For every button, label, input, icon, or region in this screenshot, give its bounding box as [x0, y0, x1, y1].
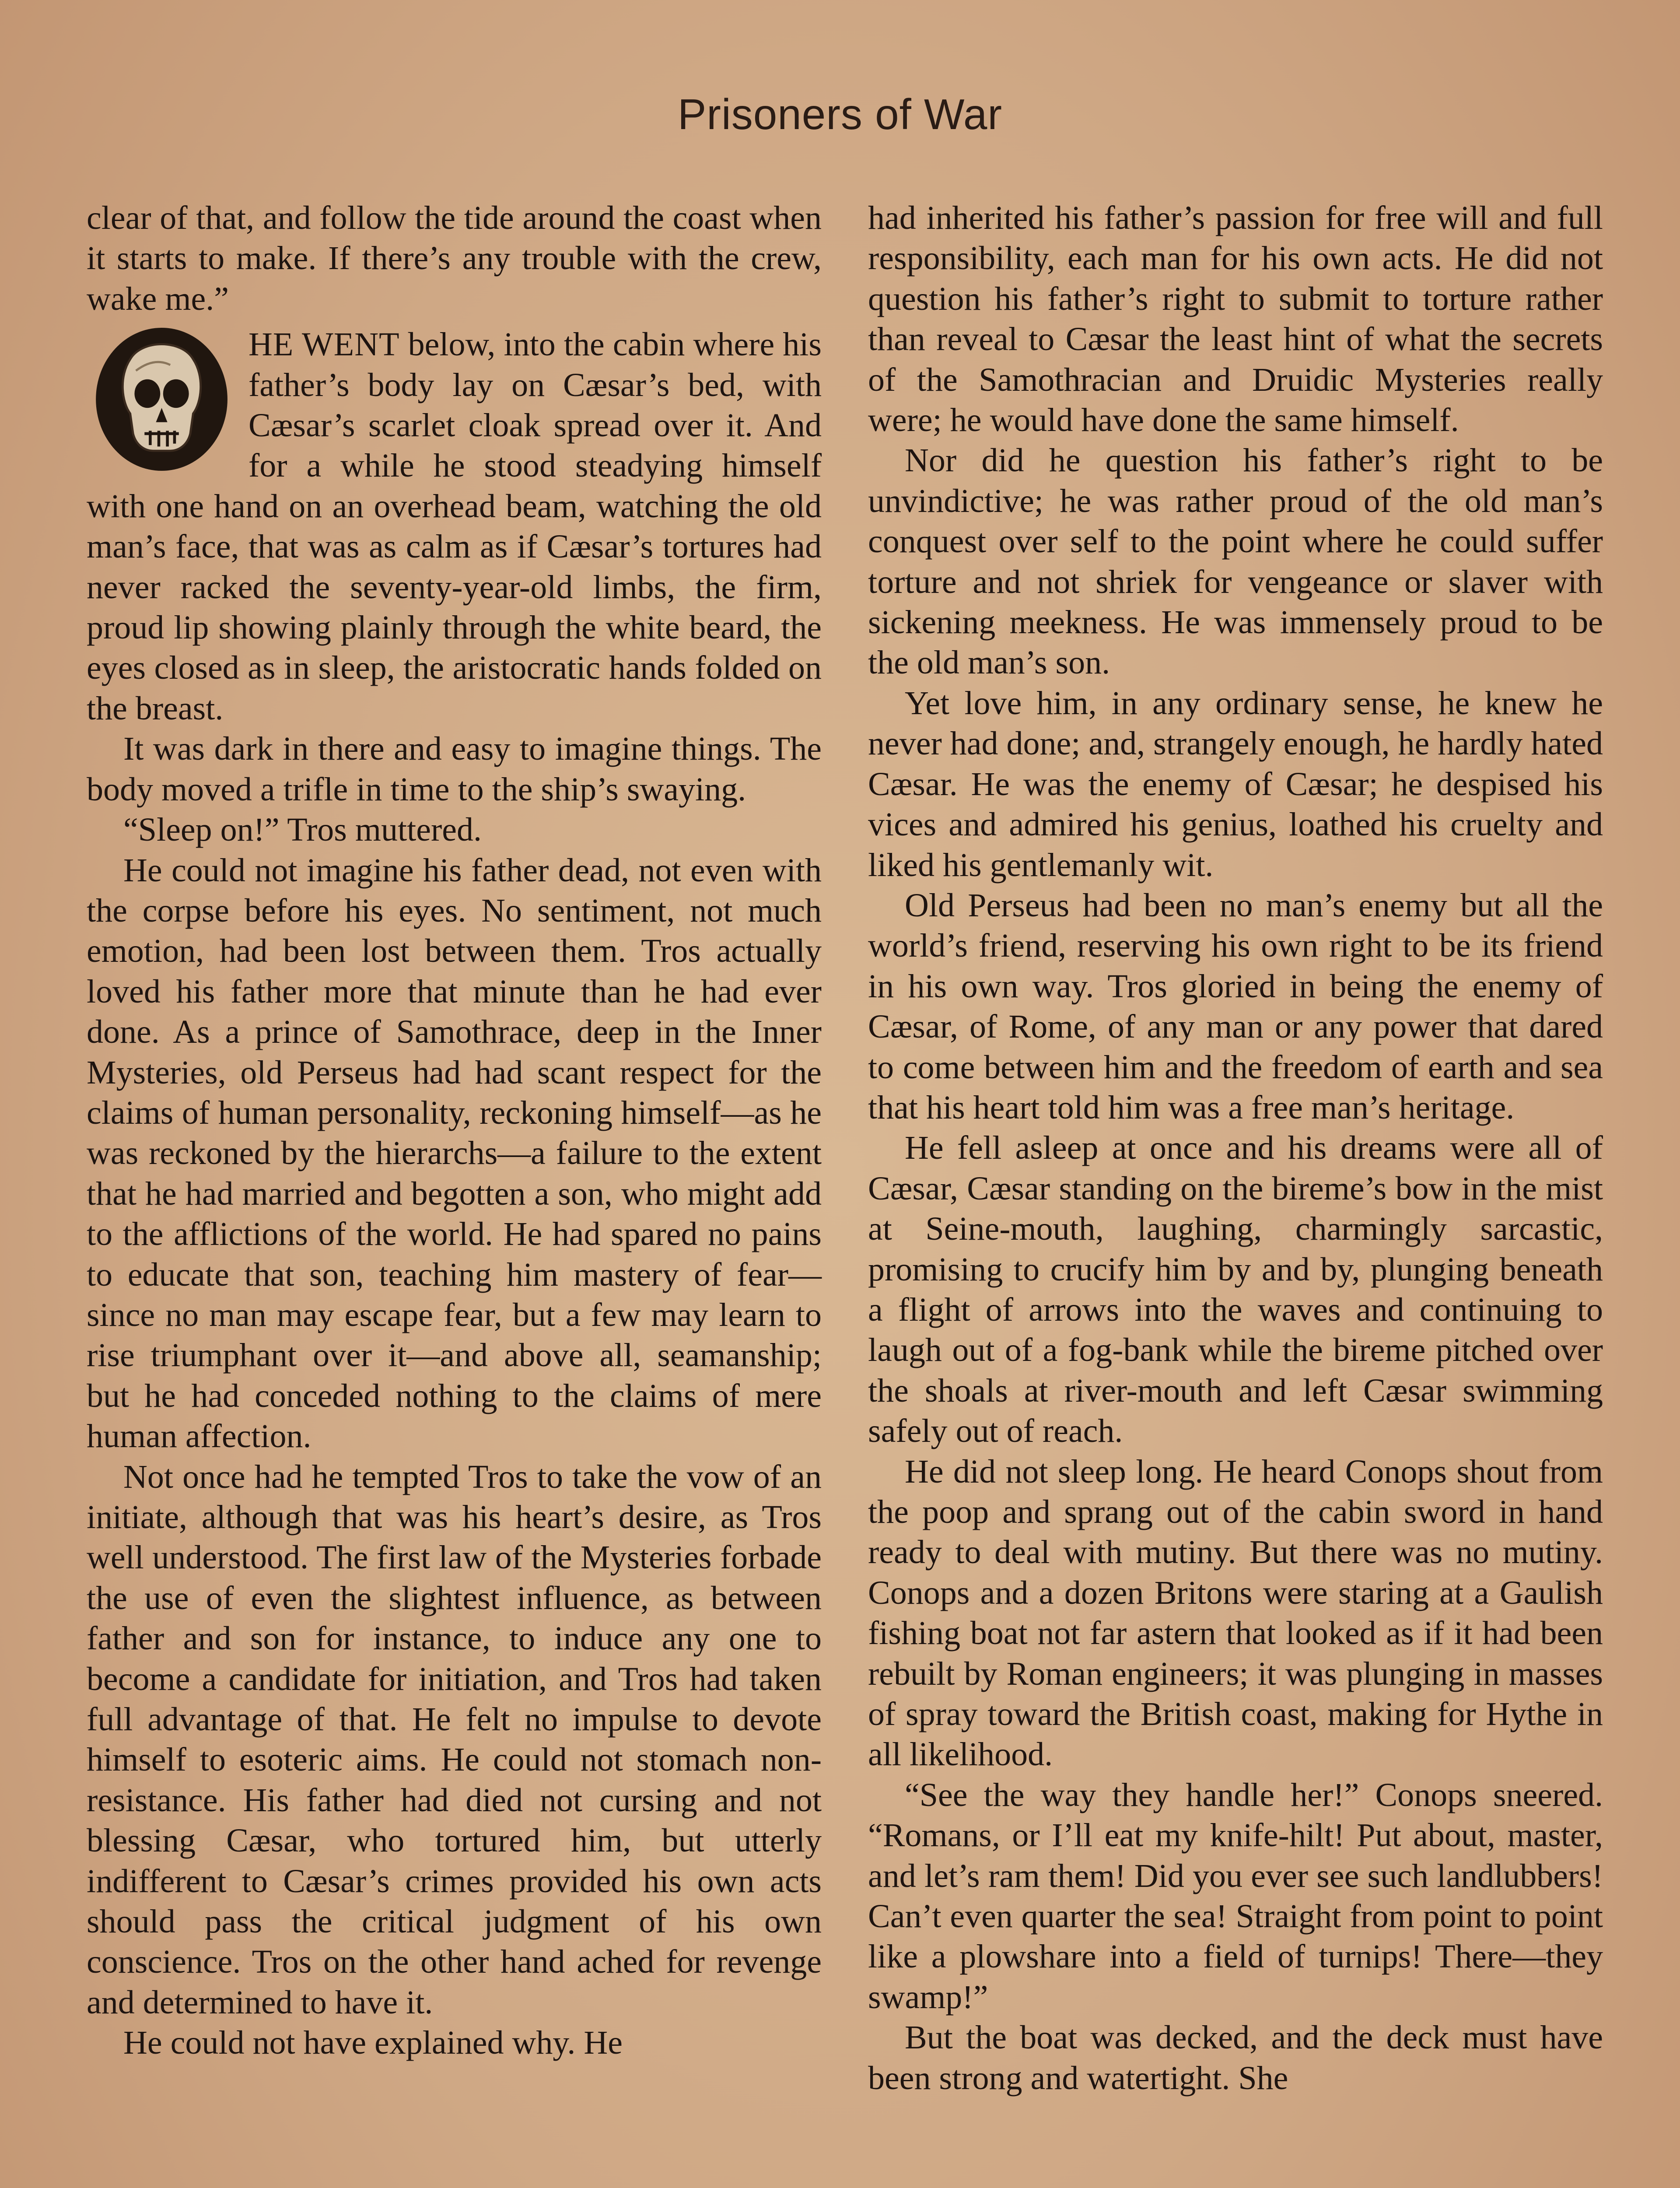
paragraph: But the boat was decked, and the deck must have been strong and watertight. She	[868, 2019, 1603, 2097]
paragraph: It was dark in there and easy to imagine things. The body moved a trifle in time to the ship’s swaying.	[87, 730, 822, 808]
right-column	[868, 198, 1603, 2098]
paragraph	[87, 324, 822, 729]
paragraph: He could not have explained why. He	[123, 2024, 623, 2062]
paragraph-text: below, into the cabin where his father’s body lay on Cæsar’s bed, with Cæsar’s scarlet cloak spread over it. And for a while he stood steadying himself with one hand on an overhead beam, watching the old man’s face, that was as calm as if Cæsar’s tortures had never racked the seventy-year-old limbs, the firm, proud lip showing plainly through the white beard, the eyes closed as in sleep, the aristocratic hands folded on the breast.	[87, 326, 822, 727]
drop-lead-text: HE WENT	[248, 326, 400, 363]
paragraph: Nor did he question his father’s right to be unvindictive; he was rather proud of the old man’s conquest over self to the point where he could suffer torture and not shriek for vengeance or slaver with sickening meekness. He was immensely proud to be the old man’s son.	[868, 442, 1603, 681]
paragraph: He fell asleep at once and his dreams were all of Cæsar, Cæsar standing on the bireme’s bow in the mist at Seine-mouth, laughing, charmingly sarcastic, promising to crucify him by and by, plunging beneath a flight of arrows into the waves and continuing to laugh out of a fog-bank while the bireme pitched over the shoals at river-mouth and left Cæsar swimming safely out of reach.	[868, 1129, 1603, 1450]
paragraph: “Sleep on!” Tros muttered.	[123, 811, 482, 849]
paragraph: Yet love him, in any ordinary sense, he knew he never had done; and, strangely enough, he hardly hated Cæsar. He was the enemy of Cæsar; he despised his vices and admired his genius, loathed his cruelty and liked his gentlemanly wit.	[868, 684, 1603, 884]
paragraph: clear of that, and follow the tide around the coast when it starts to make. If there’s any trouble with the crew, wake me.”	[87, 200, 822, 317]
paragraph: “See the way they handle her!” Conops sneered. “Romans, or I’ll eat my knife-hilt! Put about, master, and let’s ram them! Did you ever see such landlubbers! Can’t even quarter the sea! Straight from point to point like a plowshare into a field of turnips! There—they swamp!”	[868, 1776, 1603, 2016]
paragraph: Old Perseus had been no man’s enemy but all the world’s friend, reserving his own right to be its friend in his own way. Tros gloried in being the enemy of Cæsar, of Rome, of any man or any power that dared to come between him and the freedom of earth and sea that his heart told him was a free man’s heritage.	[868, 887, 1603, 1126]
paragraph: He could not imagine his father dead, not even with the corpse before his eyes. No sentiment, not much emotion, had been lost between them. Tros actually loved his father more that minute than he had ever done. As a prince of Samothrace, deep in the Inner Mysteries, old Perseus had had scant respect for the claims of human personality, reckoning himself—as he was reckoned by the hierarchs—a failure to the extent that he had married and begotten a son, who might add to the afflictions of the world. He had spared no pains to educate that son, teaching him mastery of fear—since no man may escape fear, but a few may learn to rise triumphant over it—and above all, seamanship; but he had conceded nothing to the claims of mere human affection.	[87, 852, 822, 1455]
page-title: Prisoners of War	[677, 90, 1003, 138]
left-column	[87, 198, 822, 2063]
skull-icon	[87, 328, 231, 477]
paragraph: Not once had he tempted Tros to take the vow of an initiate, although that was his heart’s desire, as Tros well understood. The first law of the Mysteries forbade the use of even the slightest influence, as between father and son for instance, to induce any one to become a candidate for initiation, and Tros had taken full advantage of that. He felt no impulse to devote himself to esoteric aims. He could not stomach non-resistance. His father had died not cursing and not blessing Cæsar, who tortured him, but utterly indifferent to Cæsar’s crimes provided his own acts should pass the critical judgment of his own conscience. Tros on the other hand ached for revenge and determined to have it.	[87, 1458, 822, 2021]
paragraph: had inherited his father’s passion for free will and full responsibility, each man for his own acts. He did not question his father’s right to submit to torture rather than reveal to Cæsar the least hint of what the secrets of the Samothracian and Druidic Mysteries really were; he would have done the same himself.	[868, 200, 1603, 439]
paragraph: He did not sleep long. He heard Conops shout from the poop and sprang out of the cabin sword in hand ready to deal with mutiny. But there was no mutiny. Conops and a dozen Britons were staring at a Gaulish fishing boat not far astern that looked as if it had been rebuilt by Roman engineers; it was plunging in masses of spray toward the British coast, making for Hythe in all likelihood.	[868, 1453, 1603, 1773]
